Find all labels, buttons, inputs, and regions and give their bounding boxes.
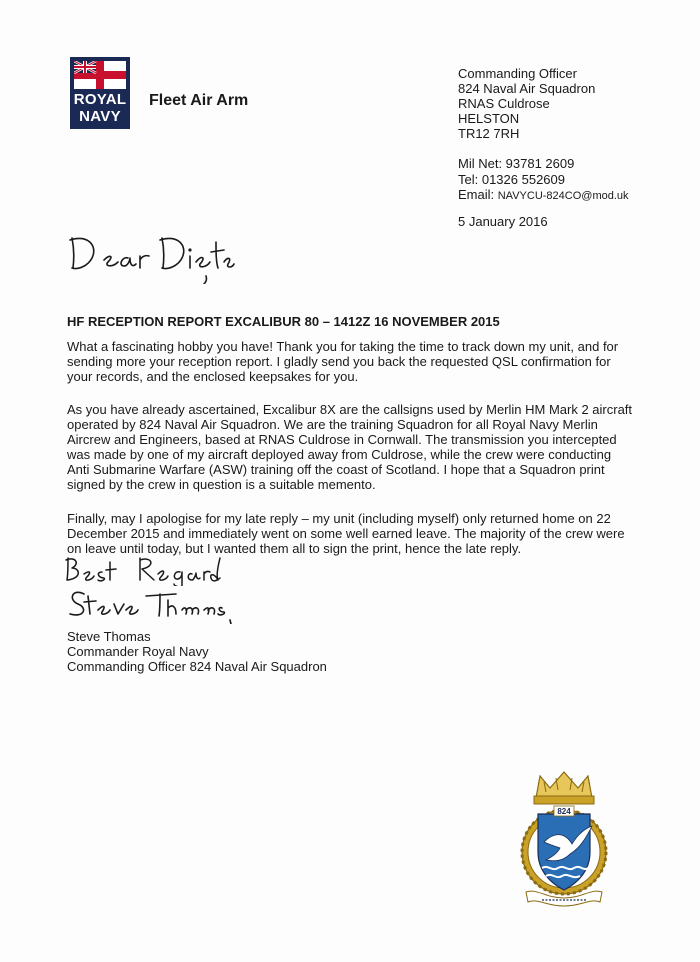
- email-line: [458, 187, 629, 205]
- sender-address: [458, 66, 595, 141]
- contact-details: [458, 156, 629, 205]
- body-paragraph: [67, 339, 617, 384]
- email-address: NAVYCU-824CO@mod.uk: [497, 190, 629, 202]
- crest-number: 824: [557, 807, 571, 816]
- body-paragraph: [67, 402, 633, 492]
- logo-text-navy: NAVY: [79, 108, 121, 125]
- paragraph-line: Aircrew and Engineers, based at RNAS Culdrose in Cornwall. The transmission you intercepted: [67, 432, 617, 447]
- paragraph-line: What a fascinating hobby you have! Thank you for taking the time to track down my unit, and for: [67, 339, 619, 354]
- paragraph-line: sending more your reception report. I gladly send you back the requested QSL confirmation for: [67, 354, 611, 369]
- signatory-rank: Commander Royal Navy: [67, 644, 209, 659]
- address-line: Commanding Officer: [458, 66, 577, 81]
- body-paragraph: [67, 511, 625, 556]
- address-line: HELSTON: [458, 111, 520, 126]
- org-name: Fleet Air Arm: [149, 92, 249, 109]
- address-line: TR12 7RH: [458, 126, 520, 141]
- mil-net-line: Mil Net: 93781 2609: [458, 156, 575, 171]
- paragraph-line: on leave until today, but I wanted them all to sign the print, hence the late reply.: [67, 541, 522, 556]
- logo-text-royal: ROYAL: [73, 91, 127, 108]
- paragraph-line: Finally, may I apologise for my late reply – my unit (including myself) only returned home on 22: [67, 511, 611, 526]
- email-label: Email:: [458, 187, 498, 202]
- paragraph-line: operated by 824 Naval Air Squadron. We are the training Squadron for all Royal Navy Merlin: [67, 417, 598, 432]
- address-line: 824 Naval Air Squadron: [458, 81, 596, 96]
- white-ensign-icon: [74, 61, 126, 89]
- signatory-name: Steve Thomas: [67, 629, 151, 644]
- paragraph-line: Anti Submarine Warfare (ASW) training off the coast of Scotland. I hope that a Squadron print: [67, 462, 605, 477]
- letter-date: 5 January 2016: [458, 214, 548, 229]
- paragraph-line: As you have already ascertained, Excalibur 8X are the callsigns used by Merlin HM Mark 2 aircraft: [67, 402, 633, 417]
- squadron-crest-icon: [516, 768, 612, 908]
- handwritten-salutation: [66, 228, 236, 284]
- naval-crown-icon: [534, 772, 594, 804]
- address-line: RNAS Culdrose: [458, 96, 550, 111]
- paragraph-line: December 2015 and immediately went on some well earned leave. The majority of the crew were: [67, 526, 625, 541]
- royal-navy-logo: [70, 57, 130, 129]
- signatory-title: Commanding Officer 824 Naval Air Squadron: [67, 659, 327, 674]
- paragraph-line: was made by one of my aircraft deployed away from Culdrose, while the crew were conducting: [67, 447, 612, 462]
- signature-block: [67, 629, 327, 674]
- letter-subject: HF RECEPTION REPORT EXCALIBUR 80 – 1412Z 16 NOVEMBER 2015: [67, 314, 500, 329]
- paragraph-line: signed by the crew in question is a suitable memento.: [67, 477, 376, 492]
- paragraph-line: your records, and the enclosed keepsakes for you.: [67, 369, 359, 384]
- handwritten-signature: [64, 584, 244, 624]
- handwritten-signoff: [62, 552, 222, 586]
- tel-line: Tel: 01326 552609: [458, 171, 565, 187]
